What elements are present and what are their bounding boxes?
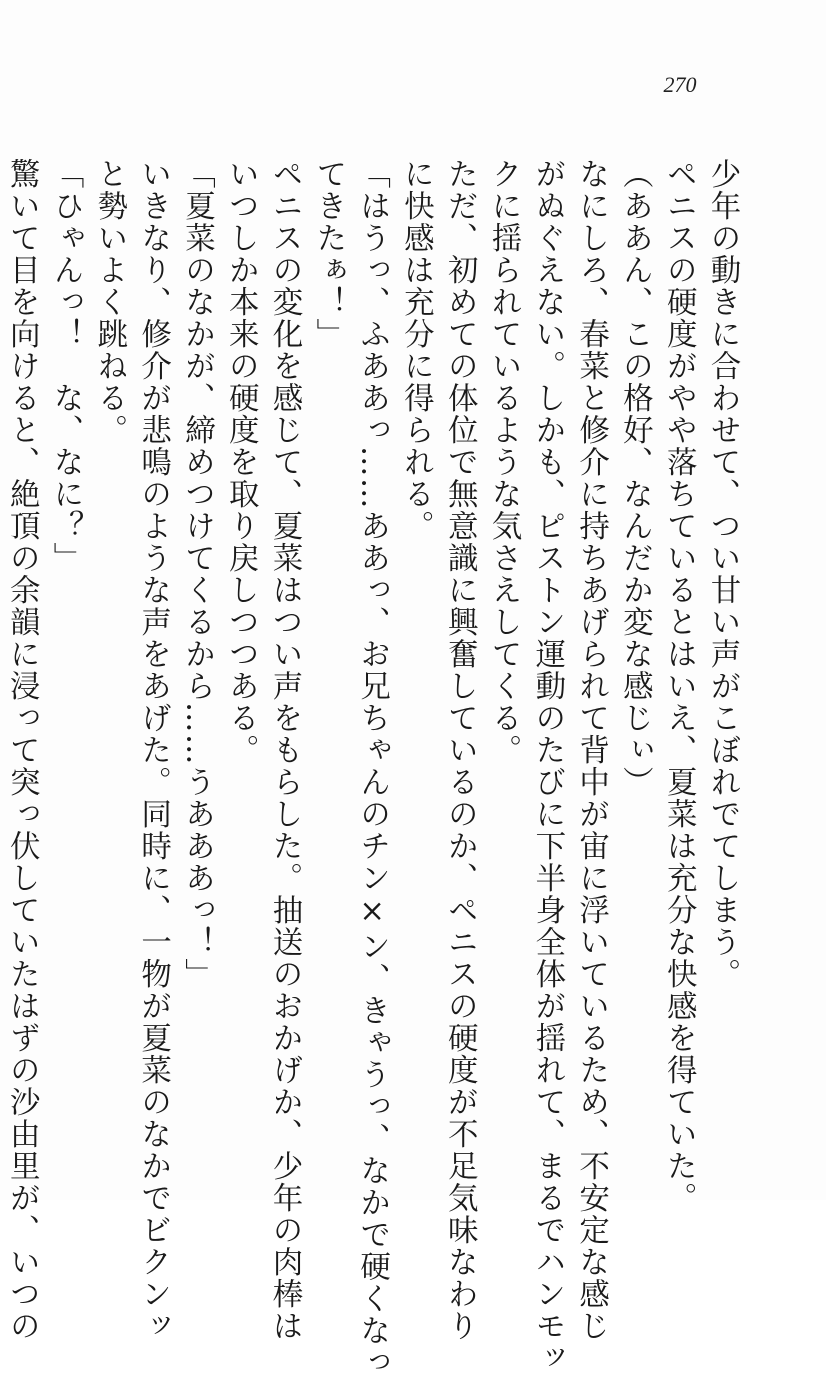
text-line: 少年の動きに合わせて、つい甘い声がこぼれでてしまう。 [705,158,740,990]
text-line: 「夏菜のなかが、締めつけてくるから……うあああっ！」 [179,158,215,990]
text-line: に快感は充分に得られる。 [398,158,434,542]
text-line: （ああん、この格好、なんだか変な感じぃ） [617,158,653,798]
text-line: ただ、初めての体位で無意識に興奮しているのか、ペニスの硬度が不足気味なわり [442,158,478,1342]
text-line: ペニスの硬度がやや落ちているとはいえ、夏菜は充分な快感を得ていた。 [661,158,697,1214]
body-text [4,158,744,1379]
text-line: クに揺られているような気さえしてくる。 [486,158,522,766]
text-line: がぬぐえない。しかも、ピストン運動のたびに下半身全体が揺れて、まるでハンモッ [529,158,565,1374]
text-line: 「はうっ、ふああっ……ああっ、お兄ちゃんのチン×ン、きゃうっ、なかで硬くなっ [354,158,390,1379]
text-line: いきなり、修介が悲鳴のような声をあげた。同時に、一物が夏菜のなかでビクンッ [135,158,171,1342]
text-line: 「ひゃんっ！ な、なに？」 [48,158,84,574]
text-line: ペニスの変化を感じて、夏菜はつい声をもらした。抽送のおかげか、少年の肉棒は [267,158,303,1342]
text-line: 驚いて目を向けると、絶頂の余韻に浸って突っ伏していたはずの沙由里が、いつの [4,158,40,1342]
text-line: てきたぁ！」 [310,158,346,350]
text-line: なにしろ、春菜と修介に持ちあげられて背中が宙に浮いているため、不安定な感じ [573,158,609,1342]
text-line: いつしか本来の硬度を取り戻しつつある。 [223,158,259,766]
page-number: 270 [663,72,697,97]
text-line: と勢いよく跳ねる。 [91,158,127,446]
